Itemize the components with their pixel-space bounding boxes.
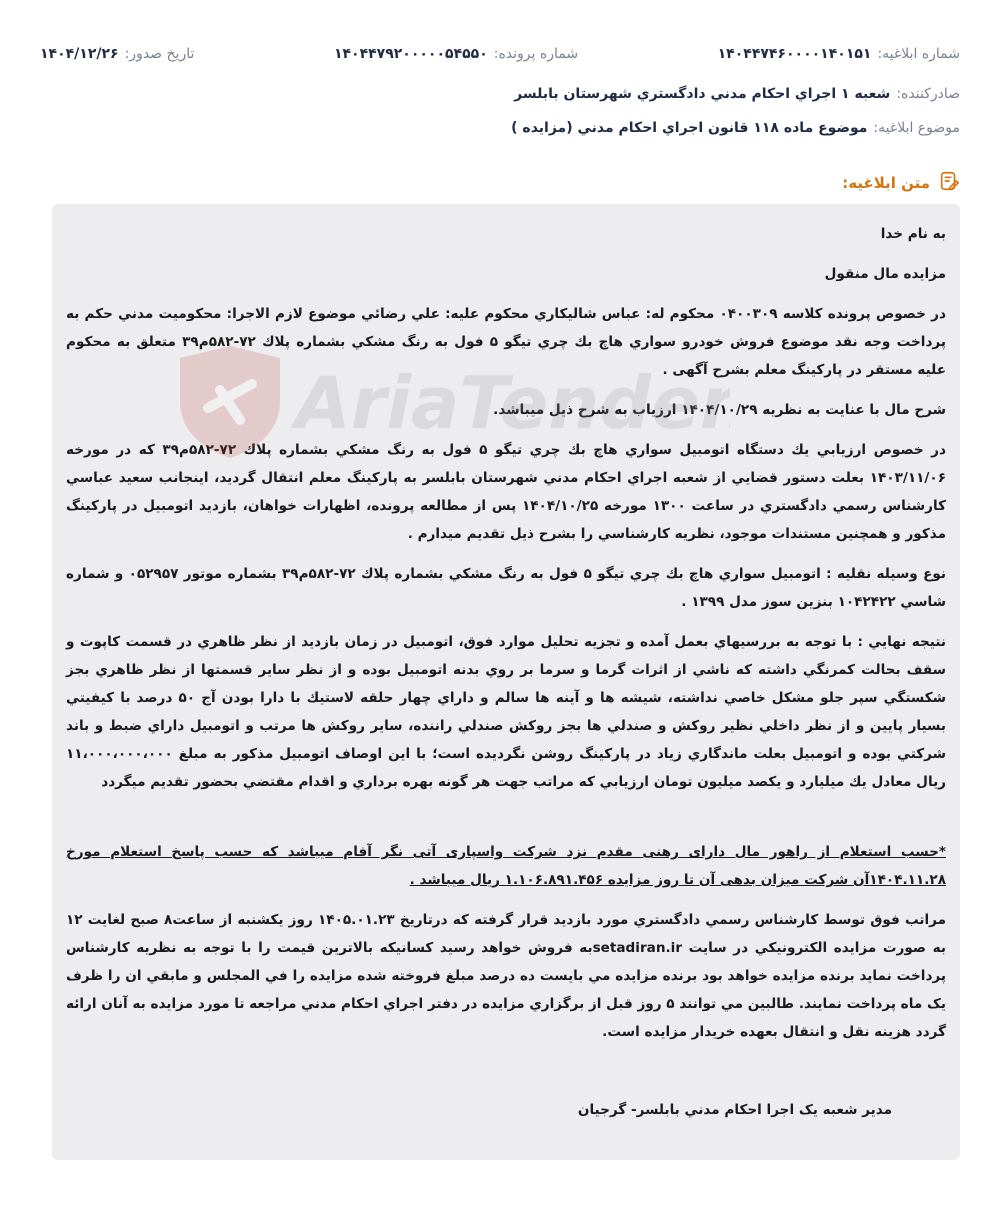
- issuer-line: [40, 86, 960, 102]
- notice-paragraph: شرح مال با عنايت به نظريه ۱۴۰۴/۱۰/۲۹ ارزياب به شرح ذيل ميباشد.: [493, 402, 946, 418]
- case-number: [334, 46, 578, 62]
- issue-date: [40, 46, 194, 62]
- notice-text-heading: [842, 170, 960, 196]
- case-number-label: شماره پرونده:: [493, 46, 579, 62]
- notice-paragraph: به نام خدا: [880, 226, 946, 242]
- issue-date-label: تاریخ صدور:: [124, 46, 195, 62]
- notice-paragraph: نوع وسيله نقليه : اتومبيل سواري هاچ بك چري تيگو ۵ فول به رنگ مشكي بشماره پلاك ۷۲-۵۸۲م۳۹ بشماره موتور ۰۵۲۹۵۷ و شماره شاسي ۱۰۴۲۴۲۲ بنزين سوز مدل ۱۳۹۹ .: [66, 566, 947, 610]
- notice-number-label: شماره ابلاغیه:: [877, 46, 960, 62]
- signature-line: مدير شعبه يک اجرا احكام مدني بابلسر- گرجيان: [577, 1102, 892, 1118]
- notice-text-heading-label: متن ابلاغیه:: [842, 174, 930, 192]
- issuer-value: شعبه ۱ اجراي احكام مدني دادگستري شهرستان بابلسر: [514, 86, 891, 102]
- notice-paragraph: در خصوص ارزيابي يك دستگاه اتومبيل سواري هاچ بك چري تيگو ۵ فول به رنگ مشكي بشماره پلاك ۷۲-۵۸۲م۳۹ كه در مورخه ۱۴۰۳/۱۱/۰۶ بعلت دستور قضايي از شعبه اجراي احكام مدني شهرستان بابلسر به پاركينگ معلم انتقال گرديد، اينجانب سعيد عباسي كارشناس رسمي دادگستري در ساعت ۱۳۰۰ مورخه ۱۴۰۴/۱۰/۲۵ پس از مطالعه پرونده، اظهارات خواهان، بازديد اتومبيل در پاركينگ مذكور و همچنين مستندات موجود، نظريه كارشناسي را بشرح ذيل تقديم ميدارم .: [66, 442, 946, 542]
- notice-paragraph: مزايده مال منقول: [824, 266, 946, 282]
- case-number-value: ۱۴۰۴۴۷۹۲۰۰۰۰۰۵۴۵۵۰: [333, 46, 488, 62]
- notice-number: [718, 46, 960, 62]
- notice-paragraph: نتيجه نهايي : با توجه به بررسيهاي بعمل آمده و تجزيه تحليل موارد فوق، اتومبيل در زمان بازديد از نظر ظاهري در قسمت كاپوت و سقف بحالت كمرنگي داشته كه ناشي از اثرات گرما و سرما بر روي بدنه اتومبيل بوده و از نظر ساير قسمتها از نظر ظاهري بجز شكستگي سپر جلو مشكل خاصي نداشته، شيشه ها و آينه ها سالم و داراي چهار حلقه لاستيك با دارا بودن آج ۵۰ درصد با كيفيتي بسيار پايين و از نظر داخلي نظير روكش و صندلي ها بجز روكش صندلي راننده، ساير روكش ها مرتب و اتومبيل داراي ضبط و باند شركتي بوده و اتومبيل بعلت ماندگاري زياد در پاركينگ روشن نگرديده است؛ با اين اوصاف اتومبيل مذكور به مبلغ ۱۱،۰۰۰،۰۰۰،۰۰۰ ريال معادل يك ميليارد و يكصد ميليون تومان ارزيابي كه مراتب جهت هر گونه بهره برداري و اقدام مقتضي بحضور تقديم ميگردد: [66, 634, 946, 790]
- subject-value: موضوع ماده ۱۱۸ قانون اجراي احكام مدني (مزايده ): [511, 120, 868, 136]
- issue-date-value: ۱۴۰۴/۱۲/۲۶: [40, 46, 119, 62]
- subject-label: موضوع ابلاغیه:: [873, 120, 960, 136]
- notice-number-value: ۱۴۰۴۴۷۴۶۰۰۰۰۱۴۰۱۵۱: [717, 46, 872, 62]
- notice-paragraph: در خصوص پرونده كلاسه ۰۴۰۰۳۰۹ محكوم له: عباس شاليكاري محكوم عليه: علي رضائي موضوع لازم الاجرا: محكوميت مدني حكم به پرداخت وجه نقد موضوع فروش خودرو سواري هاچ بك چري تيگو ۵ فول به رنگ مشكي بشماره پلاك ۷۲-۵۸۲م۳۹ متعلق به محكوم عليه مستقر در پاركينگ معلم بشرح آگهی .: [66, 306, 946, 378]
- subject-line: [40, 120, 960, 136]
- notice-body: [52, 204, 960, 1160]
- notice-paragraph: مراتب فوق توسط كارشناس رسمي دادگستري مورد بازديد قرار گرفته كه درتاريخ ۱۴۰۵.۰۱.۲۳ روز يكشنبه از ساعت۸ صبح لغايت ۱۲ به صورت مزايده الكترونيكي در سايت setadiran.irبه فروش خواهد رسيد كسانيكه بالاترين قيمت را با توجه به نظريه كارشناس پرداخت نمايد برنده مزايده خواهد بود برنده مزايده مي بايست ده درصد مبلغ فروخته شده مزايده را في المجلس و مابقي ان را ظرف يک ماه پرداخت نمايند. طالبين مي توانند ۵ روز قبل از برگزاري مزايده در دفتر اجراي احكام مدني مراجعه تا مورد مزايده به آنان ارائه گردد هزينه نقل و انتقال بعهده خريدار مزايده است.: [66, 912, 947, 1040]
- meta-row: [40, 46, 960, 62]
- document-edit-icon: [938, 170, 960, 196]
- issuer-label: صادرکننده:: [896, 86, 960, 102]
- notice-paragraph: *حسب استعلام از راهور مال دارای رهنی مقدم نزد شرکت واسپاری آتی نگر آفام میباشد که حسب پاسخ استعلام مورخ ۱۴۰۴.۱۱.۲۸آن شرکت میزان بدهی آن تا روز مزایده ۱.۱۰۶.۸۹۱.۴۵۶ ریال میباشد .: [66, 844, 946, 888]
